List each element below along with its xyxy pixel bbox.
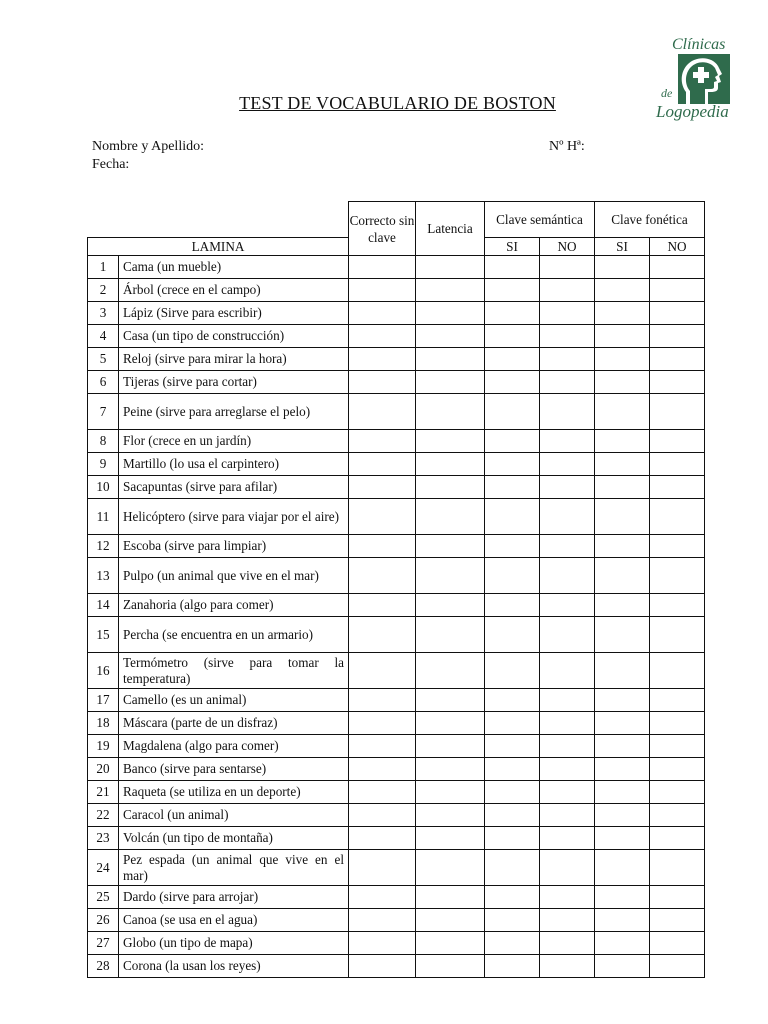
correct-cell[interactable] (349, 804, 416, 827)
semantic-no-cell[interactable] (540, 689, 595, 712)
table-row (88, 689, 705, 712)
semantic-yes-cell[interactable] (485, 653, 540, 689)
table-row (88, 371, 705, 394)
table-row (88, 594, 705, 617)
semantic-yes-cell[interactable] (485, 804, 540, 827)
semantic-no-cell[interactable] (540, 594, 595, 617)
table-row (88, 535, 705, 558)
semantic-yes-cell[interactable] (485, 932, 540, 955)
phonetic-no-cell[interactable] (650, 804, 705, 827)
phonetic-no-cell[interactable] (650, 476, 705, 499)
semantic-no-cell[interactable] (540, 430, 595, 453)
phonetic-no-cell[interactable] (650, 827, 705, 850)
semantic-yes-cell[interactable] (485, 617, 540, 653)
latency-cell[interactable] (416, 653, 485, 689)
row-word: Termómetro (sirve para tomar la temperatura) (119, 653, 349, 689)
semantic-no-cell[interactable] (540, 348, 595, 371)
row-word: Flor (crece en un jardín) (119, 430, 349, 453)
row-number: 10 (88, 476, 119, 499)
semantic-yes-cell[interactable] (485, 735, 540, 758)
row-number: 24 (88, 850, 119, 886)
row-word: Raqueta (se utiliza en un deporte) (119, 781, 349, 804)
phonetic-no-cell[interactable] (650, 302, 705, 325)
row-number: 26 (88, 909, 119, 932)
row-number: 7 (88, 394, 119, 430)
phonetic-no-cell[interactable] (650, 394, 705, 430)
phonetic-no-cell[interactable] (650, 558, 705, 594)
phonetic-no-cell[interactable] (650, 371, 705, 394)
semantic-yes-cell[interactable] (485, 781, 540, 804)
row-number: 14 (88, 594, 119, 617)
document-title: TEST DE VOCABULARIO DE BOSTON (239, 93, 556, 113)
phonetic-yes-cell[interactable] (595, 279, 650, 302)
latency-cell[interactable] (416, 932, 485, 955)
table-row (88, 758, 705, 781)
phonetic-no-cell[interactable] (650, 535, 705, 558)
table-row (88, 653, 705, 689)
phonetic-no-cell[interactable] (650, 256, 705, 279)
correct-cell[interactable] (349, 758, 416, 781)
phonetic-no-cell[interactable] (650, 689, 705, 712)
header-semantic-no: NO (540, 238, 595, 256)
phonetic-yes-cell[interactable] (595, 256, 650, 279)
table-row (88, 909, 705, 932)
correct-cell[interactable] (349, 653, 416, 689)
row-number: 20 (88, 758, 119, 781)
semantic-yes-cell[interactable] (485, 594, 540, 617)
logo-line-1: Clínicas (672, 36, 726, 53)
clinic-logo (652, 36, 742, 128)
row-word: Pulpo (un animal que vive en el mar) (119, 558, 349, 594)
table-row (88, 325, 705, 348)
row-number: 25 (88, 886, 119, 909)
phonetic-yes-cell[interactable] (595, 302, 650, 325)
phonetic-no-cell[interactable] (650, 909, 705, 932)
correct-cell[interactable] (349, 827, 416, 850)
row-word: Cama (un mueble) (119, 256, 349, 279)
row-word: Caracol (un animal) (119, 804, 349, 827)
phonetic-yes-cell[interactable] (595, 476, 650, 499)
phonetic-yes-cell[interactable] (595, 758, 650, 781)
date-label: Fecha: (92, 157, 130, 172)
correct-cell[interactable] (349, 689, 416, 712)
row-number: 27 (88, 932, 119, 955)
latency-cell[interactable] (416, 325, 485, 348)
semantic-yes-cell[interactable] (485, 955, 540, 978)
row-number: 19 (88, 735, 119, 758)
history-number-label: Nº Hª: (549, 139, 585, 154)
semantic-no-cell[interactable] (540, 712, 595, 735)
correct-cell[interactable] (349, 348, 416, 371)
table-row (88, 499, 705, 535)
row-number: 9 (88, 453, 119, 476)
semantic-no-cell[interactable] (540, 499, 595, 535)
table-row (88, 476, 705, 499)
latency-cell[interactable] (416, 279, 485, 302)
semantic-no-cell[interactable] (540, 758, 595, 781)
row-number: 8 (88, 430, 119, 453)
semantic-no-cell[interactable] (540, 781, 595, 804)
row-word: Casa (un tipo de construcción) (119, 325, 349, 348)
phonetic-yes-cell[interactable] (595, 955, 650, 978)
table-row (88, 735, 705, 758)
correct-cell[interactable] (349, 617, 416, 653)
phonetic-no-cell[interactable] (650, 594, 705, 617)
latency-cell[interactable] (416, 594, 485, 617)
phonetic-yes-cell[interactable] (595, 617, 650, 653)
latency-cell[interactable] (416, 735, 485, 758)
correct-cell[interactable] (349, 735, 416, 758)
correct-cell[interactable] (349, 955, 416, 978)
row-word: Peine (sirve para arreglarse el pelo) (119, 394, 349, 430)
row-number: 12 (88, 535, 119, 558)
phonetic-yes-cell[interactable] (595, 394, 650, 430)
table-row (88, 827, 705, 850)
latency-cell[interactable] (416, 430, 485, 453)
row-number: 28 (88, 955, 119, 978)
table-body (88, 256, 705, 978)
semantic-yes-cell[interactable] (485, 394, 540, 430)
semantic-no-cell[interactable] (540, 453, 595, 476)
table-row (88, 279, 705, 302)
semantic-no-cell[interactable] (540, 804, 595, 827)
semantic-no-cell[interactable] (540, 279, 595, 302)
phonetic-yes-cell[interactable] (595, 850, 650, 886)
phonetic-no-cell[interactable] (650, 653, 705, 689)
correct-cell[interactable] (349, 558, 416, 594)
correct-cell[interactable] (349, 781, 416, 804)
row-word: Percha (se encuentra en un armario) (119, 617, 349, 653)
phonetic-no-cell[interactable] (650, 453, 705, 476)
phonetic-yes-cell[interactable] (595, 453, 650, 476)
phonetic-yes-cell[interactable] (595, 712, 650, 735)
phonetic-no-cell[interactable] (650, 348, 705, 371)
semantic-yes-cell[interactable] (485, 302, 540, 325)
correct-cell[interactable] (349, 302, 416, 325)
phonetic-yes-cell[interactable] (595, 827, 650, 850)
row-word: Zanahoria (algo para comer) (119, 594, 349, 617)
latency-cell[interactable] (416, 955, 485, 978)
row-number: 2 (88, 279, 119, 302)
table-row (88, 256, 705, 279)
vocabulary-table (87, 201, 705, 978)
table-row (88, 302, 705, 325)
semantic-yes-cell[interactable] (485, 279, 540, 302)
semantic-yes-cell[interactable] (485, 499, 540, 535)
correct-cell[interactable] (349, 909, 416, 932)
semantic-yes-cell[interactable] (485, 850, 540, 886)
row-number: 11 (88, 499, 119, 535)
latency-cell[interactable] (416, 476, 485, 499)
row-word: Helicóptero (sirve para viajar por el aire) (119, 499, 349, 535)
row-number: 4 (88, 325, 119, 348)
correct-cell[interactable] (349, 535, 416, 558)
semantic-no-cell[interactable] (540, 932, 595, 955)
phonetic-yes-cell[interactable] (595, 348, 650, 371)
correct-cell[interactable] (349, 394, 416, 430)
logo-line-3: Logopedia (656, 102, 729, 121)
semantic-no-cell[interactable] (540, 850, 595, 886)
phonetic-yes-cell[interactable] (595, 735, 650, 758)
phonetic-yes-cell[interactable] (595, 804, 650, 827)
correct-cell[interactable] (349, 476, 416, 499)
latency-cell[interactable] (416, 558, 485, 594)
row-word: Globo (un tipo de mapa) (119, 932, 349, 955)
phonetic-yes-cell[interactable] (595, 558, 650, 594)
row-word: Banco (sirve para sentarse) (119, 758, 349, 781)
semantic-yes-cell[interactable] (485, 256, 540, 279)
semantic-no-cell[interactable] (540, 886, 595, 909)
semantic-no-cell[interactable] (540, 653, 595, 689)
correct-cell[interactable] (349, 430, 416, 453)
correct-cell[interactable] (349, 712, 416, 735)
semantic-no-cell[interactable] (540, 302, 595, 325)
table-row (88, 394, 705, 430)
phonetic-yes-cell[interactable] (595, 932, 650, 955)
correct-cell[interactable] (349, 850, 416, 886)
phonetic-yes-cell[interactable] (595, 781, 650, 804)
table-row (88, 886, 705, 909)
semantic-no-cell[interactable] (540, 394, 595, 430)
phonetic-yes-cell[interactable] (595, 325, 650, 348)
row-number: 16 (88, 653, 119, 689)
header-lamina: LAMINA (88, 238, 349, 256)
latency-cell[interactable] (416, 804, 485, 827)
row-number: 13 (88, 558, 119, 594)
row-number: 15 (88, 617, 119, 653)
phonetic-no-cell[interactable] (650, 279, 705, 302)
semantic-yes-cell[interactable] (485, 371, 540, 394)
latency-cell[interactable] (416, 256, 485, 279)
row-word: Lápiz (Sirve para escribir) (119, 302, 349, 325)
header-latency: Latencia (416, 202, 485, 256)
row-number: 17 (88, 689, 119, 712)
semantic-no-cell[interactable] (540, 827, 595, 850)
semantic-yes-cell[interactable] (485, 430, 540, 453)
table-row (88, 348, 705, 371)
latency-cell[interactable] (416, 689, 485, 712)
row-word: Camello (es un animal) (119, 689, 349, 712)
semantic-no-cell[interactable] (540, 371, 595, 394)
semantic-yes-cell[interactable] (485, 558, 540, 594)
correct-cell[interactable] (349, 371, 416, 394)
latency-cell[interactable] (416, 348, 485, 371)
semantic-no-cell[interactable] (540, 325, 595, 348)
latency-cell[interactable] (416, 886, 485, 909)
semantic-no-cell[interactable] (540, 476, 595, 499)
table-row (88, 453, 705, 476)
phonetic-yes-cell[interactable] (595, 430, 650, 453)
phonetic-yes-cell[interactable] (595, 535, 650, 558)
phonetic-no-cell[interactable] (650, 735, 705, 758)
name-label: Nombre y Apellido: (92, 139, 204, 154)
row-number: 23 (88, 827, 119, 850)
semantic-no-cell[interactable] (540, 558, 595, 594)
row-word: Escoba (sirve para limpiar) (119, 535, 349, 558)
phonetic-no-cell[interactable] (650, 758, 705, 781)
row-number: 22 (88, 804, 119, 827)
correct-cell[interactable] (349, 886, 416, 909)
latency-cell[interactable] (416, 499, 485, 535)
phonetic-yes-cell[interactable] (595, 594, 650, 617)
row-word: Reloj (sirve para mirar la hora) (119, 348, 349, 371)
latency-cell[interactable] (416, 712, 485, 735)
correct-cell[interactable] (349, 932, 416, 955)
header-blank (88, 202, 349, 238)
semantic-yes-cell[interactable] (485, 758, 540, 781)
phonetic-no-cell[interactable] (650, 430, 705, 453)
phonetic-no-cell[interactable] (650, 781, 705, 804)
semantic-yes-cell[interactable] (485, 827, 540, 850)
row-number: 21 (88, 781, 119, 804)
row-number: 1 (88, 256, 119, 279)
logo-line-2: de (661, 86, 673, 100)
semantic-no-cell[interactable] (540, 955, 595, 978)
row-word: Dardo (sirve para arrojar) (119, 886, 349, 909)
semantic-yes-cell[interactable] (485, 535, 540, 558)
row-number: 6 (88, 371, 119, 394)
latency-cell[interactable] (416, 302, 485, 325)
semantic-yes-cell[interactable] (485, 886, 540, 909)
row-word: Corona (la usan los reyes) (119, 955, 349, 978)
semantic-yes-cell[interactable] (485, 348, 540, 371)
correct-cell[interactable] (349, 453, 416, 476)
row-word: Tijeras (sirve para cortar) (119, 371, 349, 394)
latency-cell[interactable] (416, 453, 485, 476)
table-row (88, 712, 705, 735)
header-phonetic-no: NO (650, 238, 705, 256)
header-phonetic-cue: Clave fonética (595, 202, 705, 238)
semantic-yes-cell[interactable] (485, 909, 540, 932)
header-correct: Correcto sin clave (349, 202, 416, 256)
semantic-yes-cell[interactable] (485, 712, 540, 735)
latency-cell[interactable] (416, 535, 485, 558)
semantic-yes-cell[interactable] (485, 476, 540, 499)
semantic-no-cell[interactable] (540, 535, 595, 558)
phonetic-yes-cell[interactable] (595, 909, 650, 932)
row-number: 18 (88, 712, 119, 735)
correct-cell[interactable] (349, 256, 416, 279)
semantic-no-cell[interactable] (540, 617, 595, 653)
table-row (88, 850, 705, 886)
latency-cell[interactable] (416, 909, 485, 932)
row-word: Máscara (parte de un disfraz) (119, 712, 349, 735)
latency-cell[interactable] (416, 758, 485, 781)
phonetic-no-cell[interactable] (650, 932, 705, 955)
phonetic-no-cell[interactable] (650, 850, 705, 886)
correct-cell[interactable] (349, 325, 416, 348)
phonetic-no-cell[interactable] (650, 886, 705, 909)
phonetic-no-cell[interactable] (650, 712, 705, 735)
row-word: Canoa (se usa en el agua) (119, 909, 349, 932)
latency-cell[interactable] (416, 850, 485, 886)
semantic-no-cell[interactable] (540, 909, 595, 932)
latency-cell[interactable] (416, 781, 485, 804)
phonetic-yes-cell[interactable] (595, 886, 650, 909)
phonetic-no-cell[interactable] (650, 617, 705, 653)
semantic-no-cell[interactable] (540, 256, 595, 279)
row-word: Pez espada (un animal que vive en el mar) (119, 850, 349, 886)
table-row (88, 804, 705, 827)
row-word: Volcán (un tipo de montaña) (119, 827, 349, 850)
row-number: 3 (88, 302, 119, 325)
table-row (88, 558, 705, 594)
correct-cell[interactable] (349, 279, 416, 302)
row-word: Martillo (lo usa el carpintero) (119, 453, 349, 476)
phonetic-no-cell[interactable] (650, 325, 705, 348)
header-semantic-yes: SI (485, 238, 540, 256)
table-row (88, 781, 705, 804)
latency-cell[interactable] (416, 371, 485, 394)
phonetic-no-cell[interactable] (650, 955, 705, 978)
semantic-yes-cell[interactable] (485, 325, 540, 348)
table-row (88, 430, 705, 453)
correct-cell[interactable] (349, 499, 416, 535)
correct-cell[interactable] (349, 594, 416, 617)
phonetic-yes-cell[interactable] (595, 371, 650, 394)
row-word: Árbol (crece en el campo) (119, 279, 349, 302)
semantic-yes-cell[interactable] (485, 689, 540, 712)
row-word: Sacapuntas (sirve para afilar) (119, 476, 349, 499)
semantic-yes-cell[interactable] (485, 453, 540, 476)
header-semantic-cue: Clave semántica (485, 202, 595, 238)
table-row (88, 932, 705, 955)
row-word: Magdalena (algo para comer) (119, 735, 349, 758)
latency-cell[interactable] (416, 827, 485, 850)
row-number: 5 (88, 348, 119, 371)
phonetic-yes-cell[interactable] (595, 689, 650, 712)
phonetic-no-cell[interactable] (650, 499, 705, 535)
semantic-no-cell[interactable] (540, 735, 595, 758)
phonetic-yes-cell[interactable] (595, 499, 650, 535)
phonetic-yes-cell[interactable] (595, 653, 650, 689)
header-phonetic-yes: SI (595, 238, 650, 256)
table-row (88, 955, 705, 978)
table-row (88, 617, 705, 653)
latency-cell[interactable] (416, 617, 485, 653)
latency-cell[interactable] (416, 394, 485, 430)
